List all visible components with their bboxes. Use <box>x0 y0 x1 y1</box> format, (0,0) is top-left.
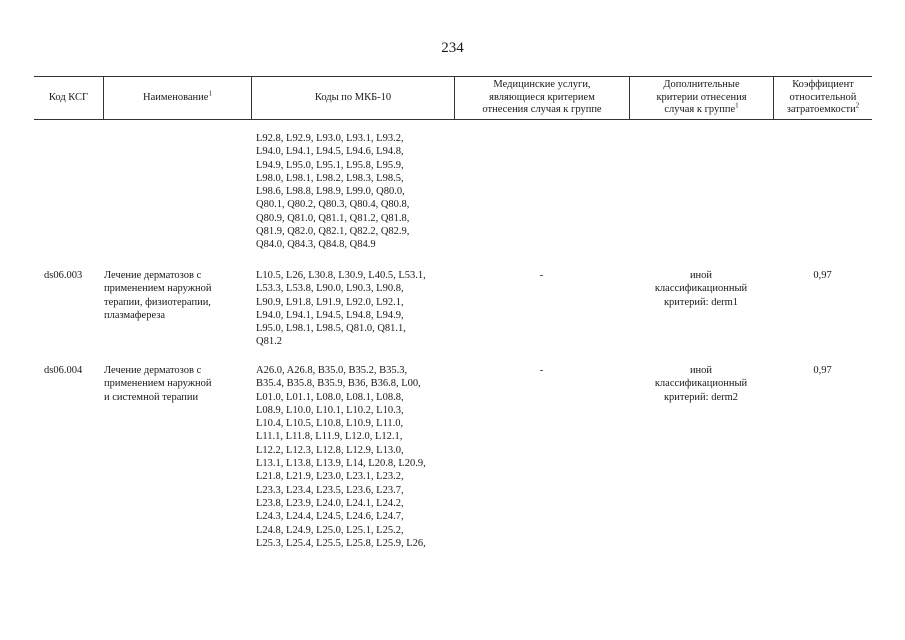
row-name: Лечение дерматозов с применением наружной и системной терапии <box>104 365 212 403</box>
header-coef-footnote: 2 <box>855 101 860 110</box>
row-coef: 0,97 <box>813 270 832 281</box>
header-name-label: Наименование <box>143 91 209 103</box>
header-services <box>454 77 629 119</box>
row-name: Лечение дерматозов с применением наружной терапии, физиотерапии, плазмафереза <box>104 270 212 321</box>
header-criteria-label: Дополнительные критерии отнесения случая к группе <box>656 79 747 116</box>
row-code: ds06.003 <box>44 270 83 281</box>
row-services: - <box>539 365 544 376</box>
row-mkb-codes: L10.5, L26, L30.8, L30.9, L40.5, L53.1, L53.3, L53.8, L90.0, L90.3, L90.8, L90.9, L91.8, L91.9, L92.0, L92.1, L94.0, L94.1, L94.5, L94.8, L94.9, L95.0, L98.1, L98.5, Q81.0, Q81.1, Q81.2 <box>256 270 426 348</box>
header-mkb-label: Коды по МКБ-10 <box>314 91 392 103</box>
header-code <box>34 77 103 119</box>
header-coef <box>773 77 872 119</box>
row-criteria: иной классификационный критерий: derm2 <box>654 365 748 403</box>
header-name-footnote: 1 <box>208 89 212 98</box>
header-code-label: Код КСГ <box>48 91 89 103</box>
header-name <box>103 77 251 119</box>
page-number: 234 <box>441 40 464 56</box>
header-criteria-footnote: 1 <box>735 101 739 110</box>
table-header <box>34 76 872 120</box>
row-mkb-codes: L92.8, L92.9, L93.0, L93.1, L93.2, L94.0, L94.1, L94.5, L94.6, L94.8, L94.9, L95.0, L95.1, L95.8, L95.9, L98.0, L98.1, L98.2, L98.3, L98.5, L98.6, L98.8, L98.9, L99.0, Q80.0, Q80.1, Q80.2, Q80.3, Q80.4, Q80.8, Q80.9, Q81.0, Q81.1, Q81.2, Q81.8, Q81.9, Q82.0, Q82.1, Q82.2, Q82.9, Q84.0, Q84.3, Q84.8, Q84.9 <box>256 133 410 251</box>
row-coef: 0,97 <box>813 365 832 376</box>
row-code: ds06.004 <box>44 365 83 376</box>
header-services-label: Медицинские услуги, являющиеся критерием отнесения случая к группе <box>482 79 602 116</box>
header-criteria <box>629 77 773 119</box>
row-criteria: иной классификационный критерий: derm1 <box>654 270 748 308</box>
ksg-table <box>34 76 872 549</box>
row-mkb-codes: A26.0, A26.8, B35.0, B35.2, B35.3, B35.4, B35.8, B35.9, B36, B36.8, L00, L01.0, L01.1, L08.0, L08.1, L08.8, L08.9, L10.0, L10.1, L10.2, L10.3, L10.4, L10.5, L10.8, L10.9, L11.0, L11.1, L11.8, L11.9, L12.0, L12.1, L12.2, L12.3, L12.8, L12.9, L13.0, L13.1, L13.8, L13.9, L14, L20.8, L20.9, L21.8, L21.9, L23.0, L23.1, L23.2, L23.3, L23.4, L23.5, L23.6, L23.7, L23.8, L23.9, L24.0, L24.1, L24.2, L24.3, L24.4, L24.5, L24.6, L24.7, L24.8, L24.9, L25.0, L25.1, L25.2, L25.3, L25.4, L25.5, L25.8, L25.9, L26, <box>256 365 426 549</box>
row-services: - <box>539 270 544 281</box>
header-mkb <box>251 77 454 119</box>
header-coef-label: Коэффициент относительной затратоемкости <box>786 79 857 116</box>
